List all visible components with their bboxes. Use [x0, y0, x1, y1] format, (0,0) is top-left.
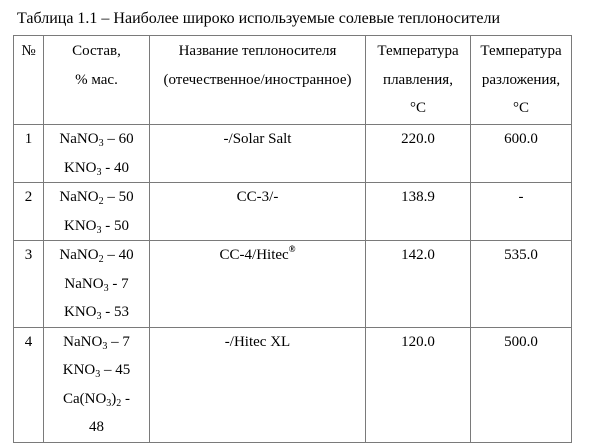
row-number: 3 — [14, 241, 44, 328]
composition-line: $KNO_3 - 53$ — [64, 304, 129, 322]
composition-line: NaNO$_3$ - 7 — [64, 275, 129, 294]
composition-cell — [44, 125, 150, 183]
header-melting-temperature: Температура плавления, °C — [366, 36, 471, 125]
coolant-name-cell: -/Hitec XL — [150, 327, 366, 442]
table-caption: Таблица 1.1 – Наиболее широко используемые солевые теплоносители — [17, 10, 501, 27]
composition-cell — [44, 183, 150, 241]
row-number: 4 — [14, 327, 44, 442]
decomposition-temperature-cell: 535.0 — [471, 241, 572, 328]
composition-line: NaNO$_2$ – 40 — [59, 247, 134, 265]
composition-cell — [44, 241, 150, 328]
row-number: 2 — [14, 183, 44, 241]
melting-temperature-cell: 138.9 — [366, 183, 471, 241]
row-number: 1 — [14, 125, 44, 183]
composition-line: 48 — [89, 419, 104, 435]
melting-temperature-cell: 142.0 — [366, 241, 471, 328]
coolant-name-cell: -/Solar Salt — [150, 125, 366, 183]
salt-coolants-table — [13, 35, 572, 443]
composition-cell — [44, 327, 150, 442]
composition-line: $KNO_3 - 40$ — [64, 159, 129, 178]
registered-trademark-mark: ® — [288, 244, 296, 254]
header-number: № — [14, 36, 44, 125]
table-row — [14, 125, 572, 183]
decomposition-temperature-cell: 600.0 — [471, 125, 572, 183]
composition-line: $KNO_3 - 45$ — [62, 362, 131, 380]
table-header-row — [14, 36, 572, 125]
coolant-name-cell: CC-3/- — [150, 183, 366, 241]
melting-temperature-cell: 120.0 — [366, 327, 471, 442]
composition-line: NaNO$_3$ – 60 — [59, 131, 134, 149]
table-row — [14, 183, 572, 241]
table-row — [14, 241, 572, 328]
table-row — [14, 327, 572, 442]
composition-line: NaNO$_2$ – 50 — [59, 189, 134, 207]
header-decomposition-temperature: Температура разложения, °C — [471, 36, 572, 125]
header-composition: Состав, % мас. — [44, 36, 150, 125]
decomposition-temperature-cell: 500.0 — [471, 327, 572, 442]
header-coolant-name: Название теплоносителя (отечественное/иностранное) — [150, 36, 366, 125]
decomposition-temperature-cell: - — [471, 183, 572, 241]
coolant-name-cell: CC-4/Hitec® — [150, 241, 366, 328]
melting-temperature-cell: 220.0 — [366, 125, 471, 183]
composition-line: NaNO$_3$ – 7 — [63, 333, 130, 352]
composition-line: $Ca(NO_3)_2$ - — [62, 390, 131, 409]
composition-line: $KNO_3 - 50$ — [64, 217, 129, 236]
